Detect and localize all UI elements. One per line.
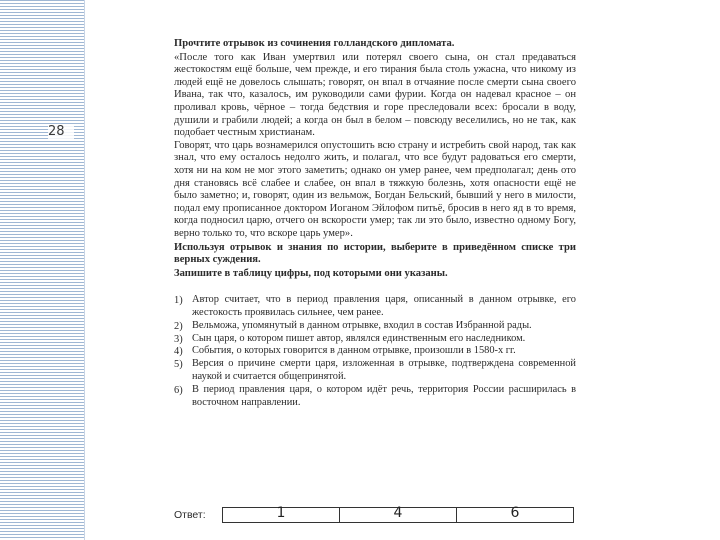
answer-cell-1[interactable] bbox=[223, 505, 340, 523]
option-number: 4) bbox=[174, 346, 183, 358]
task-instruction-1: Используя отрывок и знания по истории, выберите в приведённом списке три верных суждения. bbox=[174, 241, 576, 266]
option-item-3 bbox=[174, 333, 576, 346]
task-document bbox=[174, 38, 576, 409]
question-number: 28 bbox=[48, 124, 74, 139]
answer-value-1: 1 bbox=[276, 505, 286, 521]
option-text: В период правления царя, о котором идёт речь, территория России расширилась в восточном направлении. bbox=[192, 383, 576, 408]
option-item-1 bbox=[174, 294, 576, 320]
option-number: 6) bbox=[174, 384, 183, 396]
source-paragraph-1: «После того как Иван умертвил или потерял своего сына, он стал предаваться жестокостям ещё больше, чем прежде, и его тирания была столь ужасна, что никому из людей ещё не довелось слышать; говорят, он впал в отчаяние после смерти сына своего Ивана, так что, казалось, им руководили сами фурии. Когда он надевал красное – он проливал кровь, чёрное – тогда бедствия и горе преследовали всех: бросали в воду, душили и грабили людей; а когда он был в белом – повсюду веселились, но не так, как подобает честным христианам. bbox=[174, 51, 576, 139]
task-instruction-2: Запишите в таблицу цифры, под которыми они указаны. bbox=[174, 267, 448, 279]
option-item-2 bbox=[174, 320, 576, 333]
answer-row bbox=[174, 505, 576, 523]
decorative-stripe bbox=[0, 0, 85, 540]
option-text: Сын царя, о котором пишет автор, являлся единственным его наследником. bbox=[192, 332, 526, 344]
option-number: 3) bbox=[174, 333, 183, 345]
option-text: События, о которых говорится в данном отрывке, произошли в 1580-х гг. bbox=[192, 345, 516, 357]
option-text: Автор считает, что в период правления царя, описанный в данном отрывке, его жестокость проявилась сильнее, чем ранее. bbox=[192, 294, 576, 319]
answer-label: Ответ: bbox=[174, 509, 206, 521]
option-text: Вельможа, упомянутый в данном отрывке, входил в состав Избранной рады. bbox=[192, 319, 532, 331]
source-paragraph-2: Говорят, что царь вознамерился опустошить всю страну и истребить свой народ, так как знал, что ему осталось недолго жить, и полагал, что все будут радоваться его смерти, хотя ни на ком не мог этого заметить; однако он умер ранее, чем предполагал; день ото дня становясь всё слабее и слабее, он впал в тяжкую болезнь, хотя опасности ещё не было заметно; и, говорят, один из вельмож, Богдан Бельский, бывший у него в милости, подал ему прописанное доктором Иоганом Эйлофом питьё, бросив в него яд в то время, когда подносил царю, отчего он вскорости умер; так ли это было, известно одному Богу, верно только то, что вскоре царь умер». bbox=[174, 139, 576, 239]
answer-cell-3[interactable] bbox=[457, 505, 574, 523]
answer-value-2: 4 bbox=[393, 505, 403, 521]
option-item-5 bbox=[174, 358, 576, 384]
answer-value-3: 6 bbox=[510, 505, 520, 521]
task-intro: Прочтите отрывок из сочинения голландского дипломата. bbox=[174, 38, 455, 49]
option-item-4 bbox=[174, 345, 576, 358]
option-text: Версия о причине смерти царя, изложенная в отрывке, подтверждена современной наукой и считается общепринятой. bbox=[192, 358, 576, 383]
option-item-6 bbox=[174, 384, 576, 410]
options-list bbox=[174, 294, 576, 409]
answer-cell-2[interactable] bbox=[340, 505, 457, 523]
answer-table bbox=[222, 507, 574, 523]
option-number: 5) bbox=[174, 359, 183, 371]
option-number: 1) bbox=[174, 295, 183, 307]
option-number: 2) bbox=[174, 320, 183, 332]
